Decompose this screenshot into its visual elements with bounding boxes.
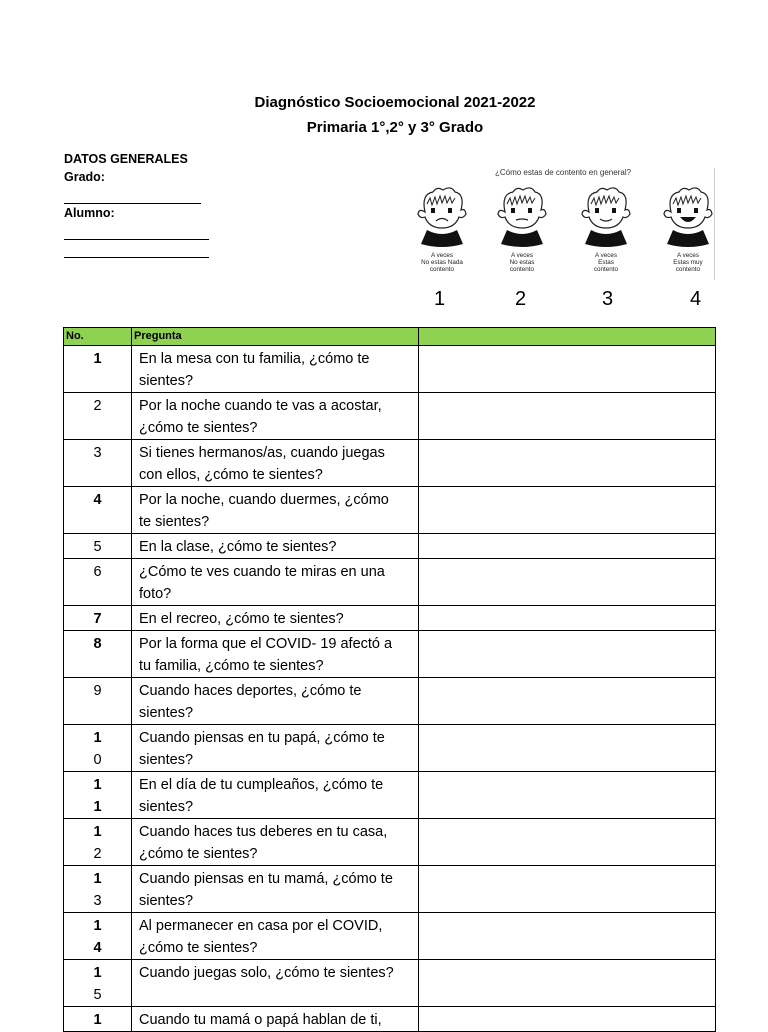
- question-text: Cuando piensas en tu papá, ¿cómo te sientes?: [132, 725, 419, 772]
- question-text: En la clase, ¿cómo te sientes?: [132, 534, 419, 559]
- answer-cell[interactable]: [419, 606, 716, 631]
- question-text: En la mesa con tu familia, ¿cómo te sientes?: [132, 346, 419, 393]
- happy-face-icon: [661, 186, 715, 250]
- answer-cell[interactable]: [419, 866, 716, 913]
- answer-cell[interactable]: [419, 487, 716, 534]
- question-text: Por la forma que el COVID- 19 afectó a tu familia, ¿cómo te sientes?: [132, 631, 419, 678]
- question-number: 8: [64, 631, 132, 678]
- table-row: [64, 487, 716, 534]
- answer-cell[interactable]: [419, 559, 716, 606]
- table-row: [64, 960, 716, 1007]
- column-header-answer: [419, 328, 716, 346]
- table-row: [64, 772, 716, 819]
- question-text: En el día de tu cumpleaños, ¿cómo te sientes?: [132, 772, 419, 819]
- face-option-3: [576, 186, 636, 273]
- question-text: Cuando haces tus deberes en tu casa, ¿cómo te sientes?: [132, 819, 419, 866]
- question-number: 1 4: [64, 913, 132, 960]
- answer-cell[interactable]: [419, 440, 716, 487]
- question-text: Si tienes hermanos/as, cuando juegas con ellos, ¿cómo te sientes?: [132, 440, 419, 487]
- question-number: 1 2: [64, 819, 132, 866]
- question-number: 1: [64, 346, 132, 393]
- face-caption-3: A veces Estas contento: [593, 252, 619, 273]
- answer-cell[interactable]: [419, 1007, 716, 1032]
- question-text: Cuando haces deportes, ¿cómo te sientes?: [132, 678, 419, 725]
- student-blank-line-2[interactable]: [64, 240, 209, 258]
- general-data-heading: DATOS GENERALES: [64, 152, 188, 166]
- question-text: Cuando tu mamá o papá hablan de ti,: [132, 1007, 419, 1032]
- face-option-1: [412, 186, 472, 273]
- question-number: 4: [64, 487, 132, 534]
- question-number: 1 0: [64, 725, 132, 772]
- scale-number-4: 4: [690, 288, 702, 310]
- question-text: Al permanecer en casa por el COVID, ¿cómo te sientes?: [132, 913, 419, 960]
- question-number: 1 1: [64, 772, 132, 819]
- answer-cell[interactable]: [419, 960, 716, 1007]
- grade-blank-line[interactable]: [64, 186, 201, 204]
- table-row: [64, 559, 716, 606]
- sad-face-icon: [415, 186, 469, 250]
- question-text: Por la noche, cuando duermes, ¿cómo te sientes?: [132, 487, 419, 534]
- question-number: 1 3: [64, 866, 132, 913]
- student-blank-line-1[interactable]: [64, 222, 209, 240]
- face-option-2: [492, 186, 552, 273]
- table-row: [64, 1007, 716, 1032]
- general-data-section: [64, 150, 209, 258]
- face-caption-1: A veces No estas Nada contento: [421, 252, 463, 273]
- scale-question: ¿Cómo estas de contento en general?: [494, 168, 632, 177]
- answer-cell[interactable]: [419, 678, 716, 725]
- question-text: En el recreo, ¿cómo te sientes?: [132, 606, 419, 631]
- grade-label: Grado:: [64, 170, 105, 184]
- answer-cell[interactable]: [419, 393, 716, 440]
- table-body: [64, 346, 716, 1032]
- face-option-4: [658, 186, 718, 273]
- table-row: [64, 678, 716, 725]
- emotion-scale-image: [412, 168, 715, 280]
- question-text: Por la noche cuando te vas a acostar, ¿cómo te sientes?: [132, 393, 419, 440]
- table-row: [64, 393, 716, 440]
- table-row: [64, 866, 716, 913]
- table-row: [64, 606, 716, 631]
- table-row: [64, 440, 716, 487]
- column-header-question: Pregunta: [132, 328, 419, 346]
- question-text: ¿Cómo te ves cuando te miras en una foto?: [132, 559, 419, 606]
- question-text: Cuando piensas en tu mamá, ¿cómo te sientes?: [132, 866, 419, 913]
- unhappy-face-icon: [495, 186, 549, 250]
- answer-cell[interactable]: [419, 534, 716, 559]
- table-row: [64, 346, 716, 393]
- face-caption-2: A veces No estas contento: [509, 252, 535, 273]
- question-number: 9: [64, 678, 132, 725]
- student-label: Alumno:: [64, 206, 115, 220]
- scale-number-1: 1: [434, 288, 446, 310]
- table-row: [64, 631, 716, 678]
- question-number: 1: [64, 1007, 132, 1032]
- scale-number-3: 3: [602, 288, 614, 310]
- table-row: [64, 725, 716, 772]
- scale-number-2: 2: [515, 288, 527, 310]
- question-number: 3: [64, 440, 132, 487]
- content-face-icon: [579, 186, 633, 250]
- document-title: Diagnóstico Socioemocional 2021-2022: [254, 94, 536, 111]
- answer-cell[interactable]: [419, 819, 716, 866]
- question-number: 2: [64, 393, 132, 440]
- question-number: 5: [64, 534, 132, 559]
- question-number: 1 5: [64, 960, 132, 1007]
- column-header-no: No.: [64, 328, 132, 346]
- answer-cell[interactable]: [419, 631, 716, 678]
- answer-cell[interactable]: [419, 913, 716, 960]
- question-number: 7: [64, 606, 132, 631]
- answer-cell[interactable]: [419, 725, 716, 772]
- table-row: [64, 534, 716, 559]
- question-table: [63, 327, 716, 1032]
- answer-cell[interactable]: [419, 772, 716, 819]
- table-row: [64, 913, 716, 960]
- document-subtitle: Primaria 1°,2° y 3° Grado: [306, 119, 484, 136]
- table-row: [64, 819, 716, 866]
- face-caption-4: A veces Estas muy contento: [673, 252, 703, 273]
- answer-cell[interactable]: [419, 346, 716, 393]
- table-header-row: [64, 328, 716, 346]
- question-text: Cuando juegas solo, ¿cómo te sientes?: [132, 960, 419, 1007]
- question-number: 6: [64, 559, 132, 606]
